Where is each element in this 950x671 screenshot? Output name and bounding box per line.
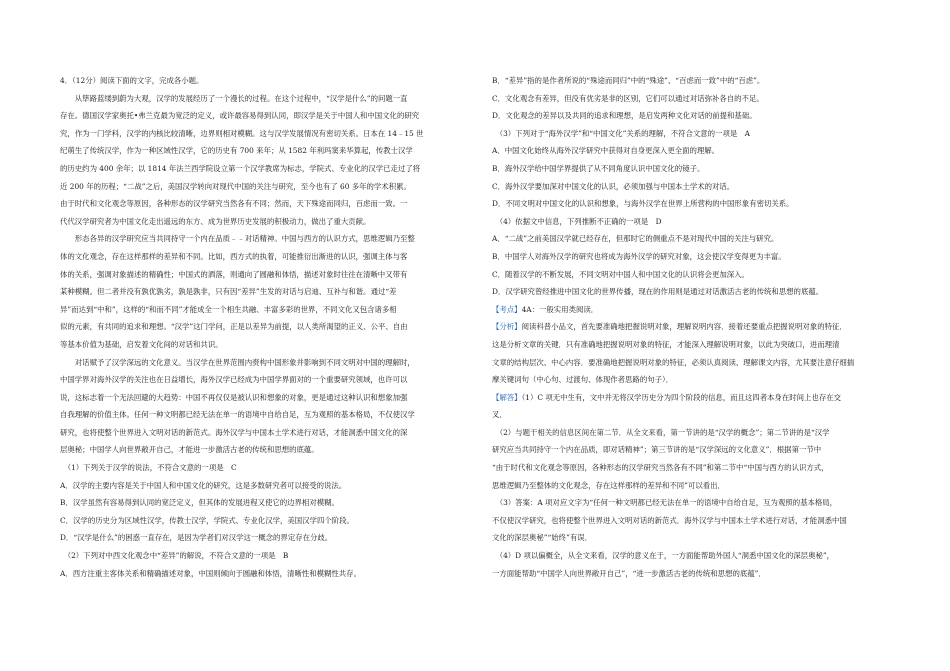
answer-line: 【解答】（1）C 项无中生有，文中并无将汉学历史分为四个阶段的信息，而且这四者本身在时间上也存在交 [492,392,841,402]
passage-line: 某种模糊。但二者并没有孰优孰劣，孰是孰非，只有因“差异”生发的对话与启迪、互补与和谐。通过“差 [60,287,397,297]
option-line: C．海外汉学要加深对中国文化的认识，必须加强与中国本土学术的对话。 [492,181,735,191]
passage-line: 纪萌生了传统汉学，作为一种区域性汉学，它的历史有 700 来年；从 1582 年利玛窦来华算起，传教士汉学 [60,146,413,156]
option-line: B．海外汉学给中国学界提供了从不同角度认识中国文化的镜子。 [492,163,705,173]
passage-line: 形态各异的汉学研究应当共同持守一个内在品质﹣﹣对话精神。中国与西方的认识方式，思维逻辑乃至整 [60,234,415,244]
option-line: A．中国文化始终从海外汉学研究中获得对自身更深入更全面的理解。 [492,146,720,156]
passage-line: 异”而达到“中和”，这样的“和而不同”才能成全一个相生共融、丰富多彩的世界，不同文化又包含诸多相 [60,304,397,314]
option-line: D．文化观念的差异以及共同的追求和理想，是启发两种文化对话的前提和基础。 [492,111,757,121]
question-3: （3）下列对于“海外汉学”和“中国文化”关系的理解，不符合文意的一项是 A [492,128,758,138]
question-1: （1）下列关于汉学的说法，不符合文意的一项是 C [60,463,245,473]
option-line: D．汉学研究曾经推进中国文化的世界传播，现在的作用则是通过对话激活古老的传统和思想的底蕴。 [492,287,824,297]
option-line: A．西方注重主客体关系和精确描述对象，中国则倾向于圆融和体悟，清晰性和模糊性共存。 [60,568,361,578]
answer-line: （2）与题干相关的信息区间在第二节．从全文来看，第一节讲的是“汉学的概念”；第二节讲的是“汉学 [492,427,830,437]
answer-line: （4）D 项以偏概全，从全文来看，汉学的意义在于，一方面能帮助外国人“洞悉中国文化的深层奥秘”， [492,551,835,561]
option-line: A．“二战”之前美国汉学就已经存在，但那时它的侧重点不是对现代中国的关注与研究。 [492,234,779,244]
knowledge-point: 【考点】4A：一般实用类阅读． [492,304,599,314]
option-line: A．汉学的主要内容是关于中国人和中国文化的研究，这是多数研究者可以接受的说法。 [60,480,347,490]
passage-line: 说，这标志着一个无法回避的大趋势：中国不再仅仅是被认识和想象的对象，更是通过这种认识和想象加强 [60,392,408,402]
passage-line: 近 200 年的历程；“二战”之后，美国汉学转向对现代中国的关注与研究，至今也有了 60 多年的学术积累。 [60,181,411,191]
option-line: D．“汉学是什么”的困惑一直存在，是因为学者们对汉学这一概念的界定存在分歧。 [60,533,333,543]
passage-line: 体的关系，强调对象描述的精确性；中国式的洒落，则通向了圆融和体悟，描述对象时往往在清晰中又带有 [60,269,408,279]
left-column [60,72,470,582]
question-heading: 4．（12分）阅读下面的文字，完成各小题。 [60,76,204,85]
passage-line: 似的元素，有共同的追求和理想。“汉学”这门学问，正是以差异为前提，以人类所渴望的正义、公平、自由 [60,322,408,332]
passage-line: 究，作为一门学科，汉学的内核比较清晰，边界则相对模糊。这与汉学发展情况有密切关系。日本在 14﹣15 世 [60,128,424,138]
answer-line: 思维逻辑乃至整体的文化观念，存在这样那样的差异和不同”可以看出． [492,480,725,490]
passage-line: 自我理解的价值主体。任何一种文明都已经无法在单一的语境中自给自足，互为观照的基本格局，不仅使汉学 [60,410,415,420]
analysis-line: 这是分析文章的关键．只有准确地把握说明对象的特征，才能深入理解说明对象，以此为突破口，进而理清 [492,339,840,349]
question-4: （4）依据文中信息，下列推断不正确的一项是 D [492,216,669,226]
passage-line: 等基本价值为基础，启发着文化间的对话和共识。 [60,339,223,349]
answer-line: 文化的深层奥秘”“始终”有误． [492,533,593,543]
passage-line: 的历史约为 400 余年；以 1814 年法兰西学院设立第一个汉学教席为标志，学院式、专业化的汉学已走过了将 [60,163,421,173]
option-line: B．“差异”指的是作者所说的“殊途而同归”中的“殊途”、“百虑而一致”中的“百虑”。 [492,76,765,85]
passage-line: 层奥秘；中国学人向世界敞开自己，才能进一步激活古老的传统和思想的底蕴。 [60,445,319,455]
question-2: （2）下列对中西文化观念中“差异”的解说，不符合文意的一项是 B [60,551,296,561]
passage-line: 研究，也将使整个世界进入文明对话的新范式。海外汉学与中国本土学术进行对话，才能洞悉中国文化的深 [60,427,408,437]
answer-line: （3）答案：A 项对应文字为“任何一种文明都已经无法在单一的语境中自给自足，互为观照的基本格局， [492,498,838,508]
answer-line: 一方面能帮助“中国学人向世界敞开自己”，“进一步激活古老的传统和思想的底蕴”． [492,568,766,578]
analysis-line: 文章的结构层次、中心内容．要准确地把握说明对象的特征，必须认真阅读、理解课文内容，尤其要注意仔细揣 [492,357,855,367]
option-line: C．文化观念有差异，但没有优劣是非的区别，它们可以通过对话弥补各自的不足。 [492,93,764,103]
option-line: D．不同文明对中国文化的认识和想象，与海外汉学在世界上所营构的中国形象有密切关系。 [492,199,794,209]
option-line: C．汉学的历史分为区域性汉学，传教士汉学，学院式、专业化汉学，美国汉学四个阶段。 [60,515,354,525]
passage-line: 存在。德国汉学家奥托•弗兰克最为宽泛的定义，或许最容易得到认同，即汉学是关于中国人和中国文化的研究 [60,111,420,121]
answer-line: 研究应当共同持守一个内在品质，即对话精神”；第三节讲的是“汉学深远的文化意义”．根据第一节中 [492,445,822,455]
answer-line: 叉． [492,410,507,420]
answer-line: 不仅使汉学研究，也将使整个世界进入文明对话的新范式．海外汉学与中国本土学术进行对话，才能洞悉中国 [492,515,847,525]
option-line: B．中国学人对海外汉学的研究也将成为海外汉学的研究对象，这会使汉学变得更为丰富。 [492,251,786,261]
passage-line: 从筚路蓝缕到蔚为大观，汉学的发展经历了一个漫长的过程。在这个过程中，“汉学是什么”的问题一直 [60,93,408,103]
option-line: C．随着汉学的不断发展，不同文明对中国人和中国文化的认识将会更加深入。 [492,269,749,279]
passage-line: 对话赋予了汉学深远的文化意义。当汉学在世界范围内赍构中国形象并影响到不同文明对中国的理解时， [60,357,415,367]
analysis-line: 【分析】阅读科普小品文，首先要准确地把握说明对象，理解说明内容．接着还要重点把握说明对象的特征． [492,322,847,332]
right-column [492,72,902,582]
passage-line: 代代汉学研究者为中国文化走出遥远的东方、成为世界历史发展的积极动力，做出了重大贡献。 [60,216,371,226]
passage-line: 由于时代和文化观念等原因，各种形态的汉学研究当然各有不同；然而，天下殊途而同归，百虑而一致。一 [60,199,408,209]
option-line: B．汉学虽然有容易得到认同的宽泛定义，但其体的发展进程又使它的边界相对模糊。 [60,498,339,508]
answer-line: “由于时代和文化观念等原因，各种形态的汉学研究当然各有不同”和第二节中“中国与西方的认识方式， [492,463,829,473]
passage-line: 中国学界对海外汉学的关注也在日益增长，海外汉学已经成为中国学界面对的一个重要研究领域，也许可以 [60,375,408,385]
passage-line: 体的文化观念，存在这样那样的差异和不同。比如，西方式的执着，可能推衍出渐进的认识，强调主体与客 [60,251,408,261]
analysis-line: 摩关键词句（中心句、过渡句、体现作者思路的句子）． [492,375,674,385]
